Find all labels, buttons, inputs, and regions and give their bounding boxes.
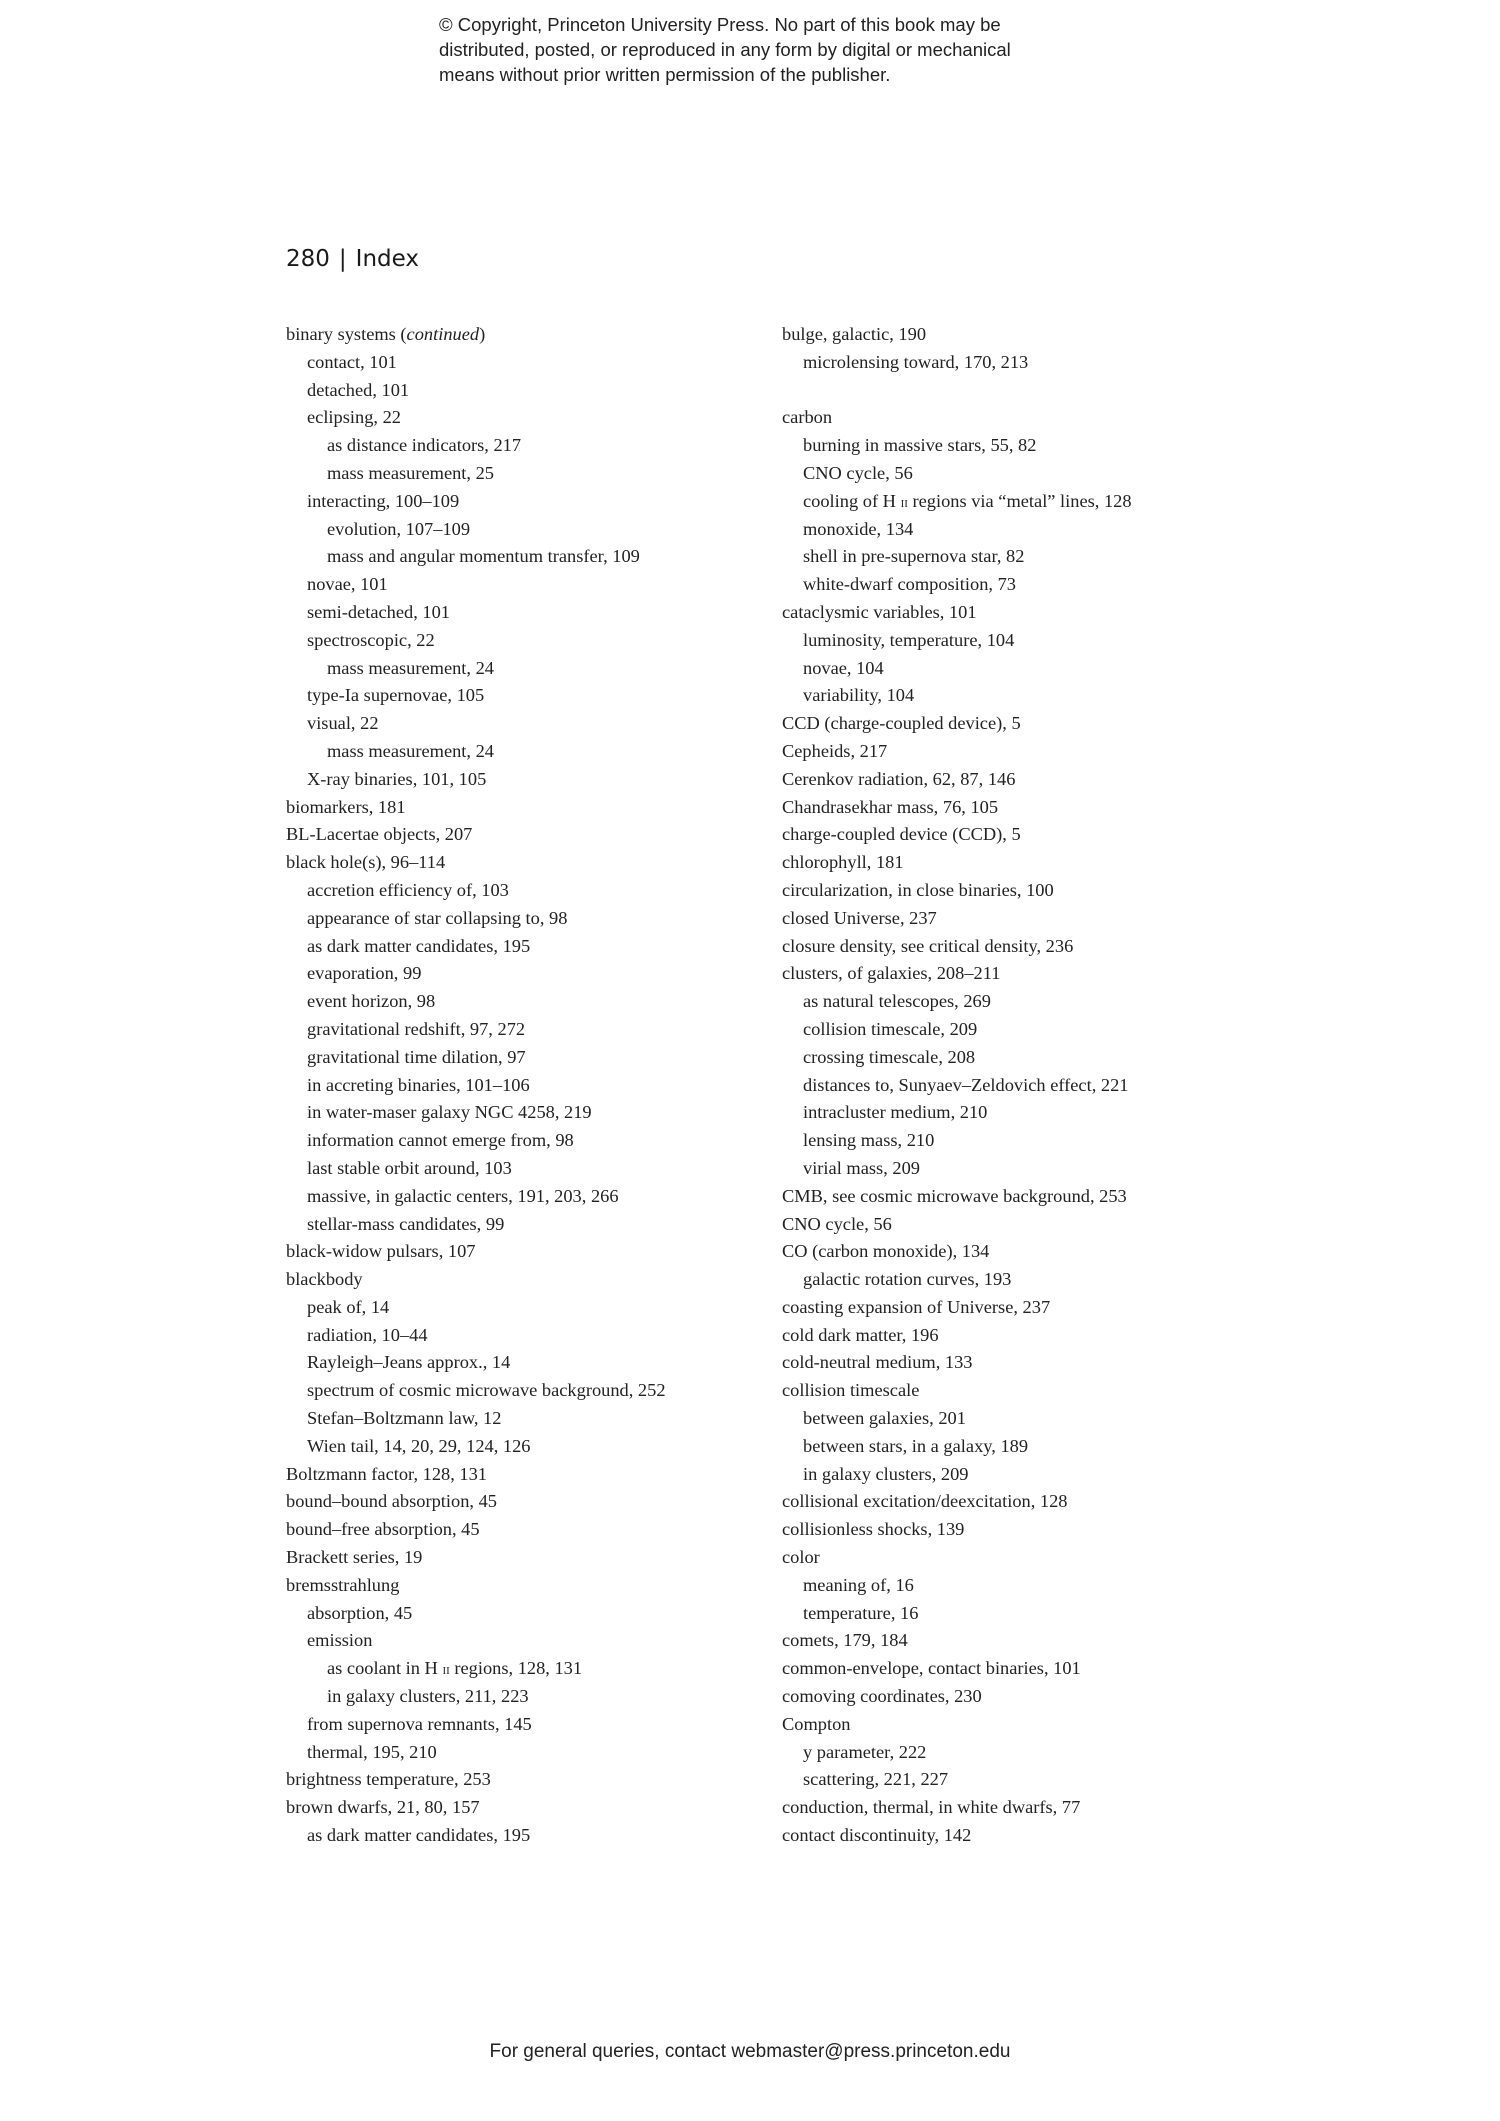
index-subentry: white-dwarf composition, 73 bbox=[803, 574, 1016, 595]
index-entry: Brackett series, 19 bbox=[286, 1547, 423, 1568]
index-subentry: contact, 101 bbox=[307, 351, 397, 372]
index-subentry: galactic rotation curves, 193 bbox=[803, 1269, 1012, 1290]
index-subentry: novae, 101 bbox=[307, 574, 388, 595]
index-subentry: in galaxy clusters, 211, 223 bbox=[327, 1686, 529, 1707]
index-subentry: shell in pre-supernova star, 82 bbox=[803, 546, 1025, 567]
index-subentry: scattering, 221, 227 bbox=[803, 1769, 949, 1790]
index-entry: CNO cycle, 56 bbox=[782, 1213, 892, 1234]
index-entry: cataclysmic variables, 101 bbox=[782, 601, 977, 622]
index-subentry: stellar-mass candidates, 99 bbox=[307, 1213, 505, 1234]
index-subentry: semi-detached, 101 bbox=[307, 601, 450, 622]
index-entry: blackbody bbox=[286, 1269, 363, 1290]
footer-contact: For general queries, contact webmaster@press.princeton.edu bbox=[489, 2041, 1011, 2062]
index-subentry: between galaxies, 201 bbox=[803, 1408, 966, 1429]
index-subentry: crossing timescale, 208 bbox=[803, 1046, 976, 1067]
index-subentry: detached, 101 bbox=[307, 379, 410, 400]
index-subentry: mass and angular momentum transfer, 109 bbox=[327, 546, 640, 567]
index-subentry: as dark matter candidates, 195 bbox=[307, 935, 531, 956]
index-subentry: in water-maser galaxy NGC 4258, 219 bbox=[307, 1102, 592, 1123]
index-entry: Chandrasekhar mass, 76, 105 bbox=[782, 796, 999, 817]
index-entry: binary systems (continued) bbox=[286, 324, 486, 344]
index-entry: black hole(s), 96–114 bbox=[286, 852, 446, 873]
index-subentry: Wien tail, 14, 20, 29, 124, 126 bbox=[307, 1435, 531, 1456]
index-entry: clusters, of galaxies, 208–211 bbox=[782, 963, 1001, 984]
index-entry: coasting expansion of Universe, 237 bbox=[782, 1296, 1051, 1317]
index-subentry: type-Ia supernovae, 105 bbox=[307, 685, 485, 706]
index-subentry: meaning of, 16 bbox=[803, 1574, 914, 1595]
index-entry: bremsstrahlung bbox=[286, 1574, 400, 1595]
index-subentry: as natural telescopes, 269 bbox=[803, 991, 991, 1012]
index-subentry: mass measurement, 24 bbox=[327, 740, 495, 761]
index-entry: comets, 179, 184 bbox=[782, 1630, 908, 1651]
index-entry: conduction, thermal, in white dwarfs, 77 bbox=[782, 1797, 1081, 1818]
index-column-right bbox=[782, 321, 1262, 1850]
index-entry: CMB, see cosmic microwave background, 253 bbox=[782, 1185, 1127, 1206]
index-subentry: evolution, 107–109 bbox=[327, 518, 471, 539]
index-entry: contact discontinuity, 142 bbox=[782, 1825, 972, 1846]
index-column-left bbox=[286, 321, 766, 1850]
index-subentry: luminosity, temperature, 104 bbox=[803, 629, 1015, 650]
index-subentry: gravitational time dilation, 97 bbox=[307, 1046, 526, 1067]
index-subentry: X-ray binaries, 101, 105 bbox=[307, 768, 487, 789]
index-entry: closure density, see critical density, 236 bbox=[782, 935, 1074, 956]
running-head bbox=[286, 246, 419, 272]
index-entry: Cerenkov radiation, 62, 87, 146 bbox=[782, 768, 1016, 789]
index-subentry: thermal, 195, 210 bbox=[307, 1741, 437, 1762]
index-entry: cold-neutral medium, 133 bbox=[782, 1352, 973, 1373]
index-subentry: mass measurement, 24 bbox=[327, 657, 495, 678]
index-entry: common-envelope, contact binaries, 101 bbox=[782, 1658, 1081, 1679]
index-subentry: absorption, 45 bbox=[307, 1602, 413, 1623]
copyright-notice bbox=[439, 12, 1139, 87]
index-subentry: visual, 22 bbox=[307, 713, 379, 734]
index-entry: brown dwarfs, 21, 80, 157 bbox=[286, 1797, 480, 1818]
index-subentry: distances to, Sunyaev–Zeldovich effect, 221 bbox=[803, 1074, 1129, 1095]
index-subentry: last stable orbit around, 103 bbox=[307, 1157, 512, 1178]
index-subentry: variability, 104 bbox=[803, 685, 915, 706]
copyright-line: distributed, posted, or reproduced in any form by digital or mechanical bbox=[439, 39, 1011, 60]
index-subentry: Stefan–Boltzmann law, 12 bbox=[307, 1408, 502, 1429]
index-subentry: massive, in galactic centers, 191, 203, 266 bbox=[307, 1185, 619, 1206]
index-subentry: radiation, 10–44 bbox=[307, 1324, 428, 1345]
index-subentry: mass measurement, 25 bbox=[327, 462, 495, 483]
index-entry: chlorophyll, 181 bbox=[782, 852, 904, 873]
index-subentry: burning in massive stars, 55, 82 bbox=[803, 435, 1037, 456]
page-number: 280 bbox=[286, 246, 330, 272]
index-subentry: evaporation, 99 bbox=[307, 963, 422, 984]
index-entry: comoving coordinates, 230 bbox=[782, 1686, 982, 1707]
index-subentry: between stars, in a galaxy, 189 bbox=[803, 1435, 1029, 1456]
index-entry: circularization, in close binaries, 100 bbox=[782, 879, 1054, 900]
index-entry: bound–bound absorption, 45 bbox=[286, 1491, 497, 1512]
index-entry: bound–free absorption, 45 bbox=[286, 1519, 480, 1540]
index-entry: Boltzmann factor, 128, 131 bbox=[286, 1463, 488, 1484]
index-entry: color bbox=[782, 1547, 820, 1568]
index-subentry: cooling of H ii regions via “metal” lines, 128 bbox=[803, 490, 1132, 511]
index-subentry: information cannot emerge from, 98 bbox=[307, 1130, 574, 1151]
index-gap bbox=[782, 377, 1262, 405]
index-entry: bulge, galactic, 190 bbox=[782, 324, 927, 344]
index-subentry: lensing mass, 210 bbox=[803, 1130, 935, 1151]
index-subentry: emission bbox=[307, 1630, 373, 1651]
copyright-line: © Copyright, Princeton University Press. No part of this book may be bbox=[439, 14, 1001, 35]
index-subentry: as coolant in H ii regions, 128, 131 bbox=[327, 1658, 583, 1679]
index-entry: CO (carbon monoxide), 134 bbox=[782, 1241, 990, 1262]
index-subentry: y parameter, 222 bbox=[803, 1741, 927, 1762]
index-subentry: peak of, 14 bbox=[307, 1296, 390, 1317]
copyright-line: means without prior written permission of the publisher. bbox=[439, 64, 891, 85]
index-entry: collision timescale bbox=[782, 1380, 920, 1401]
section-title: Index bbox=[355, 246, 419, 272]
index-subentry: collision timescale, 209 bbox=[803, 1018, 978, 1039]
index-subentry: intracluster medium, 210 bbox=[803, 1102, 988, 1123]
index-entry: Compton bbox=[782, 1713, 851, 1734]
index-subentry: in galaxy clusters, 209 bbox=[803, 1463, 969, 1484]
index-entry: biomarkers, 181 bbox=[286, 796, 406, 817]
index-subentry: Rayleigh–Jeans approx., 14 bbox=[307, 1352, 511, 1373]
index-subentry: temperature, 16 bbox=[803, 1602, 919, 1623]
index-entry: carbon bbox=[782, 407, 833, 428]
index-entry: closed Universe, 237 bbox=[782, 907, 937, 928]
index-subentry: spectroscopic, 22 bbox=[307, 629, 435, 650]
index-entry: CCD (charge-coupled device), 5 bbox=[782, 713, 1021, 734]
index-entry: BL-Lacertae objects, 207 bbox=[286, 824, 473, 845]
index-subentry: appearance of star collapsing to, 98 bbox=[307, 907, 568, 928]
index-subentry: spectrum of cosmic microwave background, 252 bbox=[307, 1380, 666, 1401]
index-subentry: in accreting binaries, 101–106 bbox=[307, 1074, 530, 1095]
header-separator: | bbox=[338, 246, 347, 272]
index-subentry: event horizon, 98 bbox=[307, 991, 436, 1012]
index-subentry: as distance indicators, 217 bbox=[327, 435, 522, 456]
index-entry: charge-coupled device (CCD), 5 bbox=[782, 824, 1021, 845]
index-subentry: from supernova remnants, 145 bbox=[307, 1713, 532, 1734]
index-entry: black-widow pulsars, 107 bbox=[286, 1241, 476, 1262]
index-subentry: interacting, 100–109 bbox=[307, 490, 460, 511]
index-subentry: microlensing toward, 170, 213 bbox=[803, 351, 1029, 372]
index-subentry: CNO cycle, 56 bbox=[803, 462, 913, 483]
index-subentry: as dark matter candidates, 195 bbox=[307, 1825, 531, 1846]
index-entry: cold dark matter, 196 bbox=[782, 1324, 939, 1345]
index-subentry: virial mass, 209 bbox=[803, 1157, 920, 1178]
index-subentry: gravitational redshift, 97, 272 bbox=[307, 1018, 526, 1039]
index-subentry: eclipsing, 22 bbox=[307, 407, 401, 428]
index-entry: collisional excitation/deexcitation, 128 bbox=[782, 1491, 1068, 1512]
index-subentry: accretion efficiency of, 103 bbox=[307, 879, 509, 900]
index-entry: collisionless shocks, 139 bbox=[782, 1519, 965, 1540]
index-entry: Cepheids, 217 bbox=[782, 740, 888, 761]
index-subentry: novae, 104 bbox=[803, 657, 884, 678]
index-entry: brightness temperature, 253 bbox=[286, 1769, 491, 1790]
index-subentry: monoxide, 134 bbox=[803, 518, 914, 539]
